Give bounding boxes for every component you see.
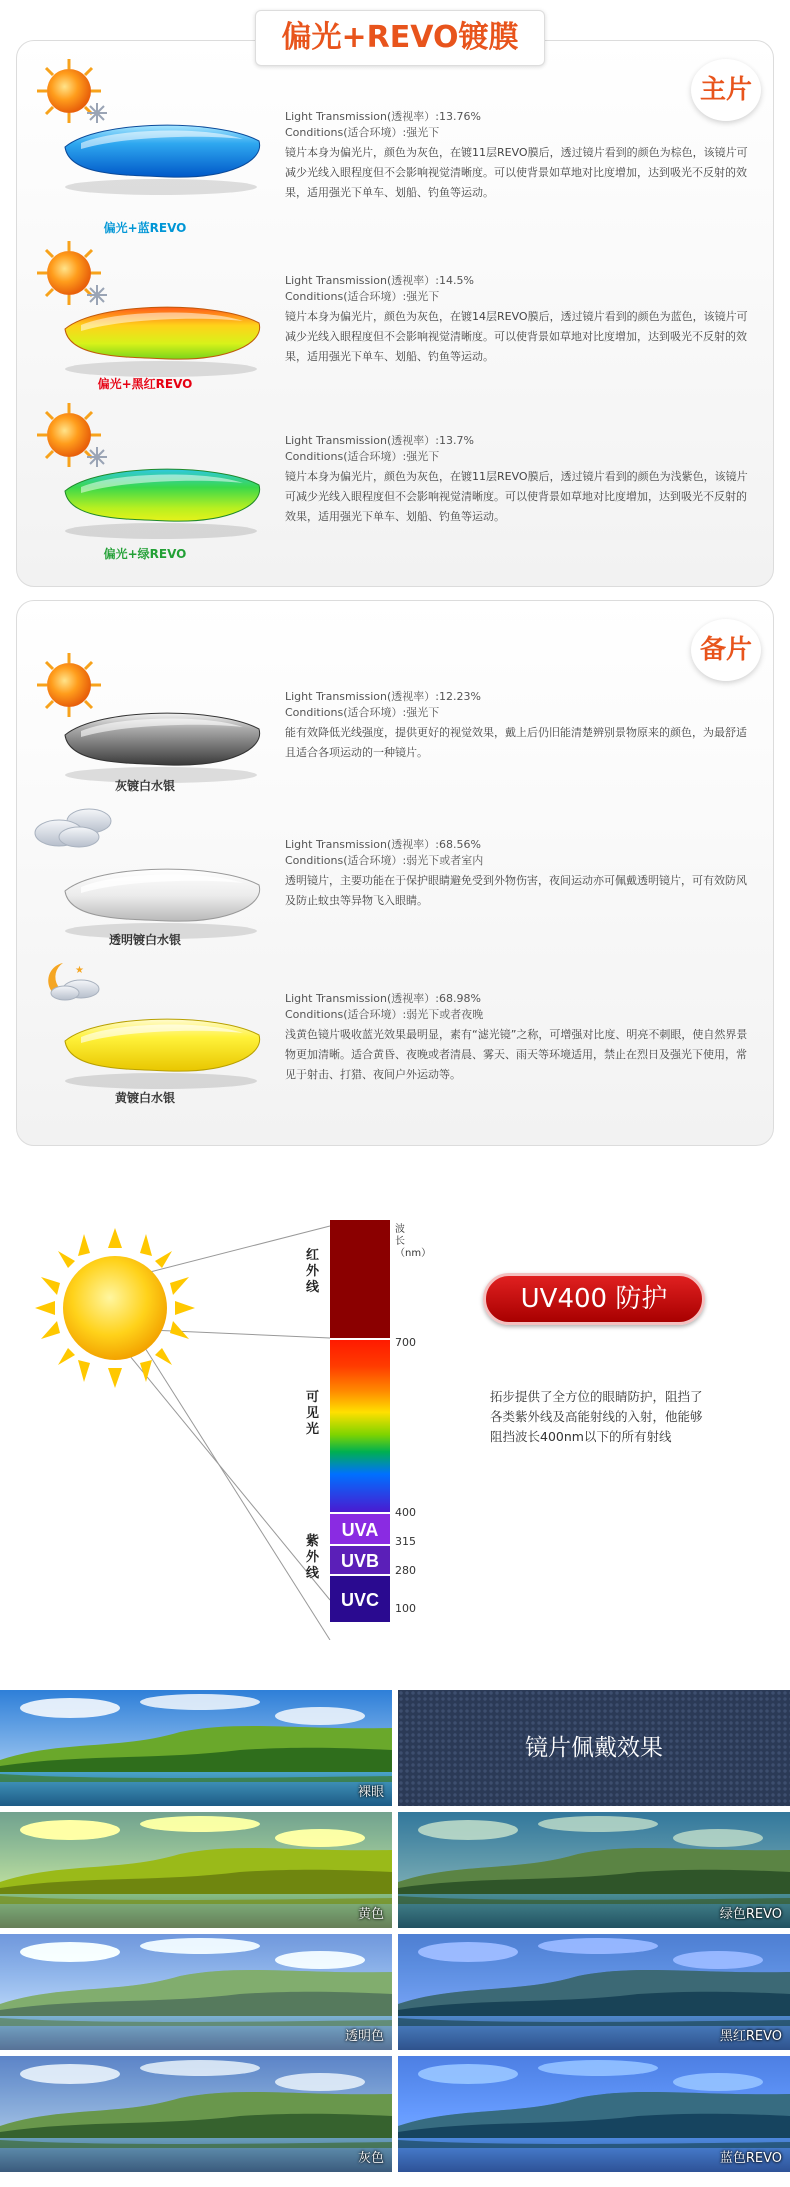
lens-description: 镜片本身为偏光片，颜色为灰色，在镀14层REVO膜后，透过镜片看到的颜色为蓝色，该镜片可减少光线入眼程度但不会影响视觉清晰度。可以使背景如草地对比度增加，达到吸光不反射的效果，适用强光下单车、划船、钓鱼等运动。 — [285, 310, 748, 363]
spare-lens-badge: 备片 — [691, 619, 761, 681]
moon-cloud-icon — [48, 963, 99, 1000]
lens-description: 能有效降低光线强度，提供更好的视觉效果，戴上后仍旧能清楚辨别景物原来的颜色，为最舒适且适合各项运动的一种镜片。 — [285, 726, 747, 759]
cloud-icon — [35, 809, 111, 847]
lens-description: 透明镜片，主要功能在于保护眼睛避免受到外物伤害，夜间运动亦可佩戴透明镜片，可有效防风及防止蚊虫等异物飞入眼睛。 — [285, 874, 747, 907]
lens-name: 偏光+黑红REVO — [97, 377, 193, 391]
lens-name: 灰镀白水银 — [114, 779, 175, 793]
lens-effect-photo-grid — [0, 1690, 790, 2180]
photo-label: 透明色 — [344, 2029, 384, 2044]
wavelength-axis-label: 波长（nm） — [395, 1224, 432, 1259]
lens-info — [285, 837, 753, 911]
lens-transmission: Light Transmission(透视率）:14.5% — [285, 274, 474, 287]
tick-label: 700 — [395, 1336, 416, 1349]
lens-transmission: Light Transmission(透视率）:13.7% — [285, 434, 474, 447]
lens-effect-title: 镜片佩戴效果 — [398, 1690, 790, 1806]
lens-name: 黄镀白水银 — [114, 1091, 175, 1105]
main-lens-panel — [16, 40, 774, 587]
photo-green-revo — [398, 1812, 790, 1928]
photo-blue-revo — [398, 2056, 790, 2172]
lens-info — [285, 109, 753, 203]
lens-description: 镜片本身为偏光片，颜色为灰色，在镀11层REVO膜后，透过镜片看到的颜色为棕色，该镜片可减少光线入眼程度但不会影响视觉清晰度。可以使背景如草地对比度增加，达到吸光不反射的效果，适用强光下单车、划船、钓鱼等运动。 — [285, 146, 748, 199]
photo-label: 绿色REVO — [719, 1907, 782, 1922]
photo-label: 灰色 — [357, 2151, 384, 2166]
lens-conditions: Conditions(适合环境）:弱光下或者室内 — [285, 854, 484, 867]
svg-text:★: ★ — [75, 965, 84, 976]
sun-snow-icon — [37, 59, 107, 123]
lens-transmission: Light Transmission(透视率）:12.23% — [285, 690, 481, 703]
red-revo-lens-image — [29, 231, 269, 391]
lens-info — [285, 991, 753, 1085]
photo-yellow — [0, 1812, 392, 1928]
lens-conditions: Conditions(适合环境）:强光下 — [285, 126, 440, 139]
lens-info — [285, 273, 753, 367]
photo-label: 裸眼 — [357, 1785, 384, 1800]
sun-icon — [37, 653, 101, 717]
sun-icon — [35, 1228, 195, 1388]
lens-transmission: Light Transmission(透视率）:68.98% — [285, 992, 481, 1005]
lens-info — [285, 689, 753, 763]
uvc-label: UVC — [340, 1590, 380, 1610]
ultraviolet-label: 紫外线 — [306, 1534, 320, 1581]
sun-snow-icon — [37, 403, 107, 467]
lens-name: 偏光+绿REVO — [103, 547, 187, 561]
lens-info — [285, 433, 753, 527]
uv-description: 拓步提供了全方位的眼睛防护，阻挡了各类紫外线及高能射线的入射，他能够阻挡波长400nm以下的所有射线 — [490, 1389, 703, 1444]
tick-label: 100 — [395, 1602, 416, 1615]
lens-conditions: Conditions(适合环境）:强光下 — [285, 706, 440, 719]
uv400-badge: UV400 防护 — [483, 1273, 705, 1325]
tick-label: 280 — [395, 1564, 416, 1577]
lens-transmission: Light Transmission(透视率）:13.76% — [285, 110, 481, 123]
main-lens-badge: 主片 — [691, 59, 761, 121]
sun-snow-icon — [37, 241, 107, 305]
photo-clear — [0, 1934, 392, 2050]
visible-light-band — [330, 1340, 390, 1512]
uvb-label: UVB — [340, 1551, 380, 1571]
infrared-band — [330, 1220, 390, 1338]
lens-description: 镜片本身为偏光片，颜色为灰色，在镀11层REVO膜后，透过镜片看到的颜色为浅紫色，该镜片可减少光线入眼程度但不会影响视觉清晰度。可以使背景如草地对比度增加，达到吸光不反射的效果，适用强光下单车、划船、钓鱼等运动。 — [285, 470, 748, 523]
lens-name: 透明镀白水银 — [108, 933, 181, 947]
spare-lens-panel — [16, 600, 774, 1146]
photo-red-revo — [398, 1934, 790, 2050]
photo-grey — [0, 2056, 392, 2172]
lens-description: 浅黄色镜片吸收蓝光效果最明显，素有“滤光镜”之称，可增强对比度、明亮不刺眼，使自然界景物更加清晰。适合黄昏、夜晚或者清晨、雾天、雨天等环境适用，禁止在烈日及强光下使用，常见于射击、打猎、夜间户外运动等。 — [285, 1028, 748, 1081]
photo-label: 蓝色REVO — [719, 2151, 782, 2166]
photo-label: 黄色 — [357, 1907, 384, 1922]
green-revo-lens-image — [29, 393, 269, 553]
blue-revo-lens-image — [29, 49, 269, 209]
page-title: 偏光+REVO镀膜 — [255, 10, 545, 66]
lens-conditions: Conditions(适合环境）:强光下 — [285, 290, 440, 303]
visible-light-label: 可见光 — [306, 1390, 320, 1437]
tick-label: 315 — [395, 1535, 416, 1548]
uva-label: UVA — [341, 1520, 379, 1540]
photo-naked-eye — [0, 1690, 392, 1806]
lens-name: 偏光+蓝REVO — [103, 221, 187, 235]
lens-conditions: Conditions(适合环境）:弱光下或者夜晚 — [285, 1008, 484, 1021]
lens-transmission: Light Transmission(透视率）:68.56% — [285, 838, 481, 851]
uv-protection-section — [0, 1190, 790, 1660]
photo-label: 黑红REVO — [719, 2029, 782, 2044]
lens-conditions: Conditions(适合环境）:强光下 — [285, 450, 440, 463]
tick-label: 400 — [395, 1506, 416, 1519]
infrared-label: 红外线 — [306, 1248, 320, 1295]
